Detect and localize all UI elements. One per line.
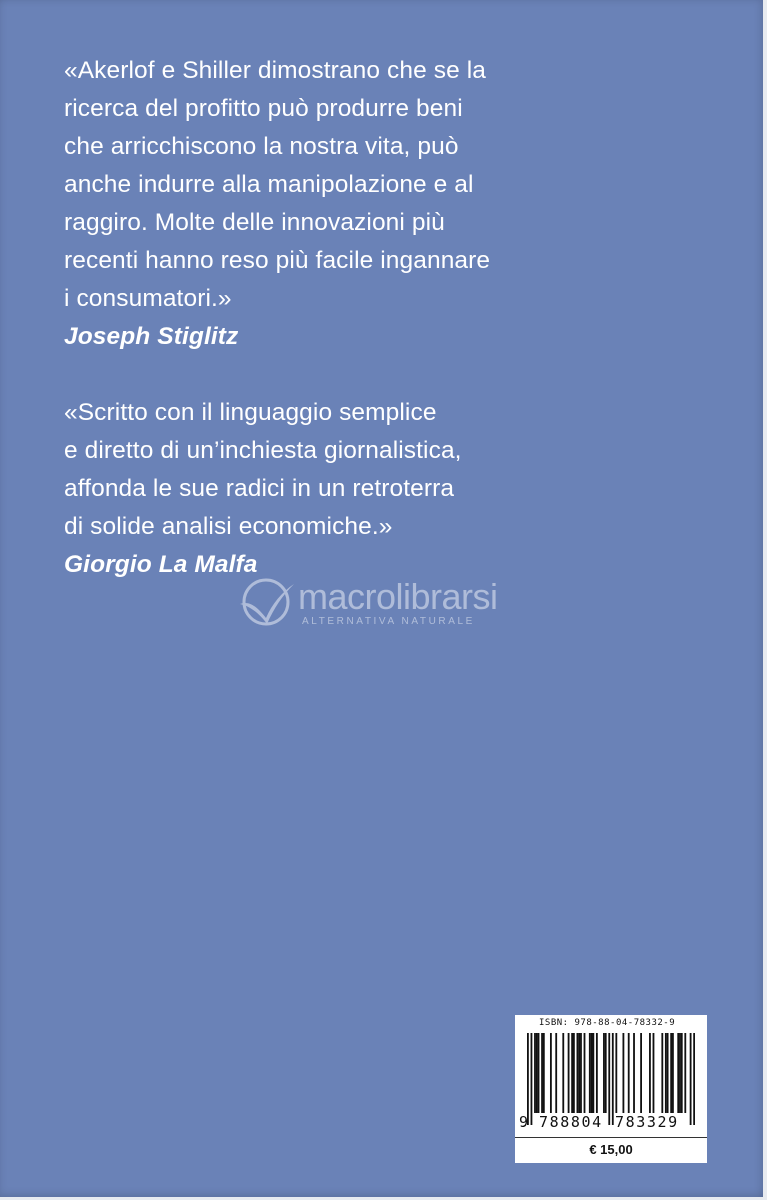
- cover-edge-right: [763, 0, 767, 1200]
- quote-la-malfa: [64, 394, 704, 584]
- quote-line: raggiro. Molte delle innovazioni più: [64, 209, 445, 236]
- barcode-bar: [649, 1033, 651, 1113]
- barcode-bar: [670, 1033, 672, 1113]
- quote-author: Joseph Stiglitz: [64, 323, 239, 350]
- barcode-bar: [536, 1033, 538, 1113]
- watermark-brand: macrolibrarsi: [298, 576, 498, 617]
- quote-line: e diretto di un’inchiesta giornalistica,: [64, 437, 462, 464]
- barcode-bar: [534, 1033, 536, 1113]
- barcode-bar: [615, 1033, 617, 1113]
- barcode-bar: [589, 1033, 591, 1113]
- leaf-check-logo-icon: [236, 574, 296, 630]
- quote-line: ricerca del profitto può produrre beni: [64, 95, 463, 122]
- barcode-digit-first: 9: [519, 1113, 529, 1131]
- barcode-bar: [577, 1033, 579, 1113]
- barcode-bar: [628, 1033, 630, 1113]
- quote-line: recenti hanno reso più facile ingannare: [64, 247, 491, 274]
- barcode-bar: [603, 1033, 605, 1113]
- barcode-bar: [605, 1033, 607, 1113]
- barcode-bar: [555, 1033, 557, 1113]
- barcode-bar: [677, 1033, 679, 1113]
- barcode-bar: [531, 1033, 533, 1125]
- barcode-bar: [672, 1033, 674, 1113]
- barcode-bar: [667, 1033, 669, 1113]
- barcode-bar: [681, 1033, 683, 1113]
- watermark-tagline: ALTERNATIVA NATURALE: [302, 616, 475, 627]
- price-label: € 15,00: [589, 1142, 633, 1157]
- barcode-bar: [538, 1033, 540, 1113]
- quote-line: affonda le sue radici in un retroterra: [64, 475, 455, 502]
- barcode-bar: [653, 1033, 655, 1113]
- watermark: [236, 574, 536, 634]
- barcode-bar: [584, 1033, 586, 1113]
- barcode-digit-group-right: 783329: [615, 1113, 679, 1131]
- barcode-bar: [573, 1033, 575, 1113]
- barcode-bar: [661, 1033, 663, 1113]
- barcode-bar: [527, 1033, 529, 1125]
- barcode-digit-group-left: 788804: [539, 1113, 603, 1131]
- quote-line: che arricchiscono la nostra vita, può: [64, 133, 459, 160]
- quote-line: «Scritto con il linguaggio semplice: [64, 399, 437, 426]
- barcode-bar: [693, 1033, 695, 1125]
- barcode-bar: [622, 1033, 624, 1113]
- barcode-bar: [568, 1033, 570, 1113]
- quote-line: i consumatori.»: [64, 285, 232, 312]
- barcode-bar: [633, 1033, 635, 1113]
- barcode-bar: [596, 1033, 598, 1113]
- barcode-bar: [690, 1033, 692, 1125]
- quote-line: «Akerlof e Shiller dimostrano che se la: [64, 57, 486, 84]
- price-divider: [515, 1137, 707, 1138]
- quote-author: Giorgio La Malfa: [64, 551, 258, 578]
- barcode-bar: [571, 1033, 573, 1113]
- barcode-bar: [543, 1033, 545, 1113]
- barcode-label: [515, 1015, 707, 1163]
- barcode-image: [527, 1033, 695, 1125]
- barcode-bar: [608, 1033, 610, 1125]
- barcode-bar: [679, 1033, 681, 1113]
- quote-line: di solide analisi economiche.»: [64, 513, 393, 540]
- barcode-bar: [562, 1033, 564, 1113]
- barcode-bar: [591, 1033, 593, 1113]
- barcode-bar: [640, 1033, 642, 1113]
- quote-stiglitz: [64, 52, 704, 356]
- barcode-bar: [592, 1033, 594, 1113]
- isbn-label: ISBN: 978-88-04-78332-9: [539, 1018, 676, 1028]
- barcode-bar: [541, 1033, 543, 1113]
- quote-line: anche indurre alla manipolazione e al: [64, 171, 474, 198]
- barcode-bar: [665, 1033, 667, 1113]
- barcode-bar: [578, 1033, 580, 1113]
- barcode-bar: [684, 1033, 686, 1113]
- barcode-bar: [612, 1033, 614, 1125]
- barcode-bar: [580, 1033, 582, 1113]
- barcode-bar: [550, 1033, 552, 1113]
